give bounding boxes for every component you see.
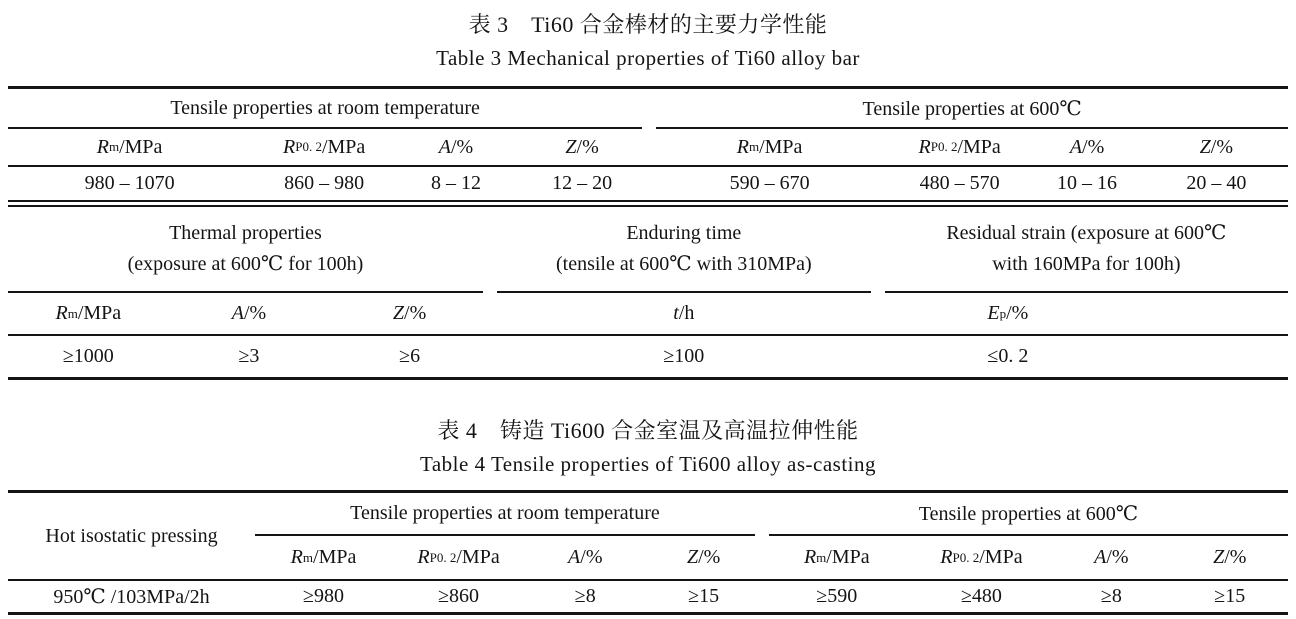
- t3s2-value-2: ≥6: [399, 345, 421, 367]
- t4-value-7: ≥15: [1214, 585, 1246, 607]
- t4-column-header-2: A /%: [568, 546, 603, 568]
- t3s2-group-thermal: Thermal properties (exposure at 600℃ for 100h): [8, 207, 483, 293]
- t3s2-column-header-3: t /h: [490, 293, 878, 336]
- t3s1-value-4: 590 – 670: [729, 172, 810, 194]
- t4-value-1: ≥860: [438, 585, 480, 607]
- t3s1-column-header-6: A /%: [1029, 129, 1144, 167]
- t3s1-column-header-1: R P0. 2 /MPa: [251, 129, 397, 167]
- t4-value-2: ≥8: [574, 585, 596, 607]
- t3s2-column-header-2: Z /%: [329, 293, 490, 336]
- t3s2-value-4: ≤0. 2: [987, 345, 1029, 367]
- t4-group-600c: Tensile properties at 600℃: [769, 493, 1288, 536]
- t4-value-0: ≥980: [303, 585, 344, 607]
- t3s1-value-1: 860 – 980: [284, 172, 365, 194]
- t4-column-header-3: Z /%: [687, 546, 721, 568]
- table4-header: [8, 493, 1288, 581]
- t3s1-column-header-3: Z /%: [515, 129, 649, 167]
- t3s2-column-header-4: E p /%: [878, 293, 1288, 336]
- table3-section1: [8, 89, 1288, 200]
- table4-caption-en: Table 4 Tensile properties of Ti600 alloy as-casting: [419, 452, 877, 476]
- t4-value-5: ≥480: [960, 585, 1002, 607]
- table4-caption-zh: 表 4 铸造 Ti600 合金室温及高温拉伸性能: [437, 418, 859, 443]
- t4-value-4: ≥590: [816, 585, 858, 607]
- table3-section-divider-rule: [8, 200, 1288, 207]
- t3s1-column-header-5: R P0. 2 /MPa: [890, 129, 1030, 167]
- t3s2-value-1: ≥3: [238, 345, 260, 367]
- t3s1-group-600c: Tensile properties at 600℃: [656, 89, 1288, 129]
- t4-value-3: ≥15: [688, 585, 720, 607]
- t3s2-value-3: ≥100: [663, 345, 705, 367]
- t3s2-value-0: ≥1000: [62, 345, 114, 367]
- t3s1-column-header-7: Z /%: [1145, 129, 1288, 167]
- t3s1-group-room-temp: Tensile properties at room temperature: [8, 89, 642, 129]
- t4-row-label: 950℃ /103MPa/2h: [53, 586, 210, 608]
- table4: [8, 490, 1288, 615]
- t3s1-value-7: 20 – 40: [1186, 172, 1247, 194]
- t4-value-6: ≥8: [1100, 585, 1122, 607]
- t3s1-value-0: 980 – 1070: [84, 172, 175, 194]
- t3s1-value-5: 480 – 570: [919, 172, 1000, 194]
- t3s2-group-enduring: Enduring time (tensile at 600℃ with 310MPa): [497, 207, 871, 293]
- table3-caption-en: Table 3 Mechanical properties of Ti60 alloy bar: [436, 46, 860, 70]
- t3s1-column-header-0: R m /MPa: [8, 129, 251, 167]
- t3s1-column-header-4: R m /MPa: [649, 129, 890, 167]
- t3s1-column-header-2: A /%: [397, 129, 515, 167]
- t4-column-header-5: R P0. 2 /MPa: [940, 546, 1023, 568]
- t4-column-header-1: R P0. 2 /MPa: [417, 546, 500, 568]
- table3-section2: [8, 207, 1288, 377]
- table3-caption-zh: 表 3 Ti60 合金棒材的主要力学性能: [468, 12, 828, 37]
- t4-group-room-temp: Tensile properties at room temperature: [255, 493, 755, 536]
- t4-row-header-label: Hot isostatic pressing: [45, 524, 218, 547]
- t4-column-header-7: Z /%: [1213, 546, 1247, 568]
- t4-column-header-4: R m /MPa: [803, 546, 870, 568]
- t3s1-value-2: 8 – 12: [430, 172, 481, 194]
- t4-column-header-0: R m /MPa: [290, 546, 357, 568]
- t3s2-group-residual: Residual strain (exposure at 600℃ with 160MPa for 100h): [885, 207, 1288, 293]
- table4-data-row: [8, 581, 1288, 612]
- t4-column-header-6: A /%: [1094, 546, 1129, 568]
- t3s2-column-header-1: A /%: [169, 293, 330, 336]
- t3s1-value-3: 12 – 20: [552, 172, 613, 194]
- table3: [8, 86, 1288, 380]
- t3s1-value-6: 10 – 16: [1057, 172, 1118, 194]
- t3s2-column-header-0: R m /MPa: [8, 293, 169, 336]
